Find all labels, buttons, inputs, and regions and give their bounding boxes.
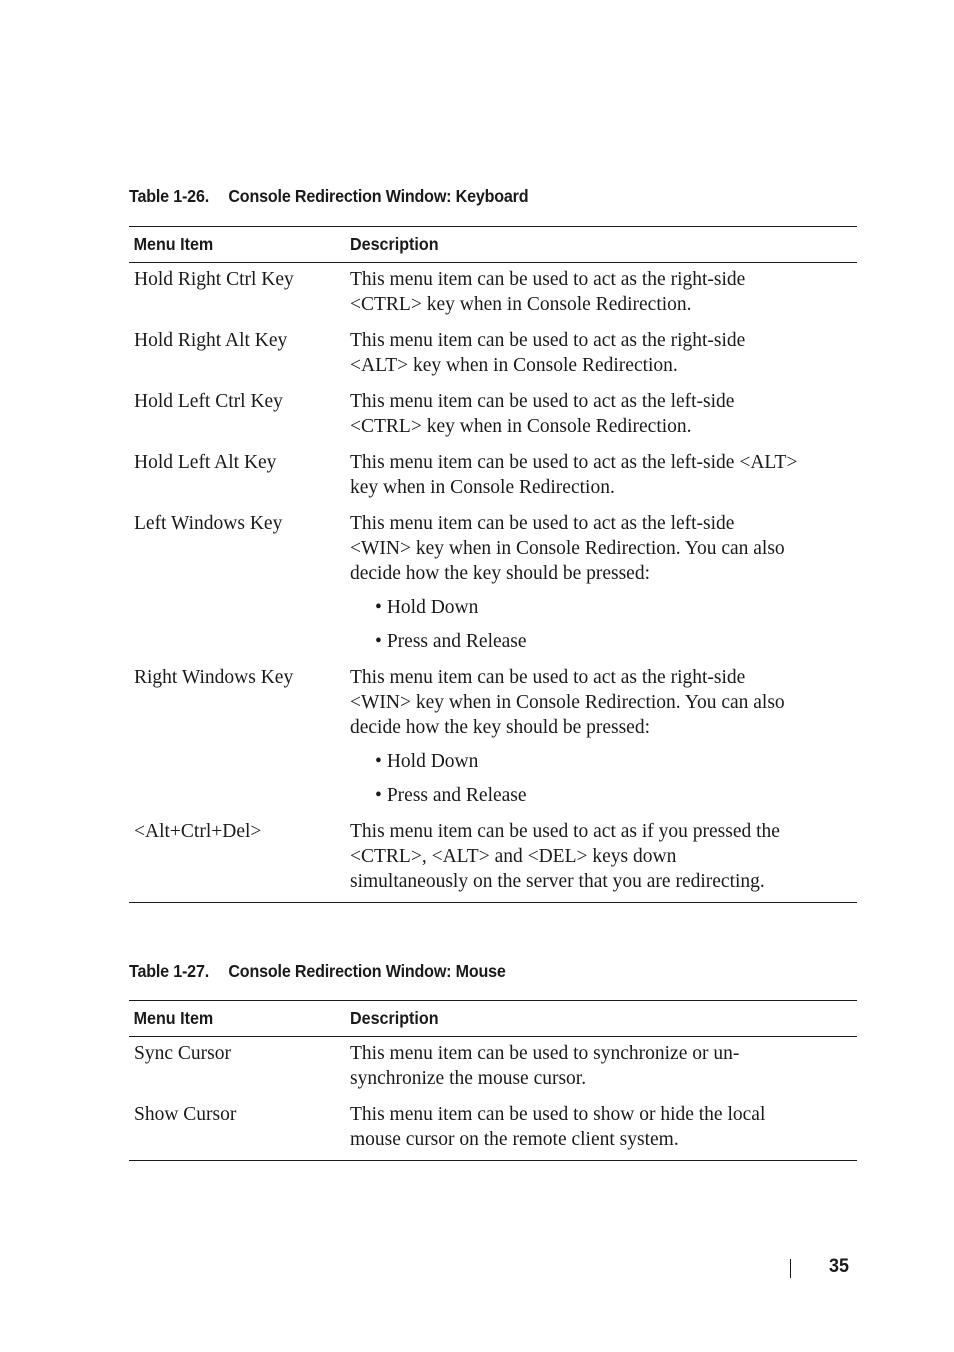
- table-header-row: [129, 227, 857, 263]
- description-cell: This menu item can be used to act as the left-side <CTRL> key when in Console Redirection.: [350, 391, 735, 437]
- bullet-option: • Press and Release: [375, 785, 527, 806]
- bullet-text: Press and Release: [386, 631, 527, 652]
- bullet-option: • Hold Down: [375, 597, 479, 618]
- table-title: Console Redirection Window: Mouse: [228, 961, 506, 981]
- bullet-option: • Hold Down: [375, 751, 479, 772]
- menu-item-cell: Hold Left Ctrl Key: [134, 391, 283, 412]
- table-row: [129, 654, 857, 808]
- description-cell: This menu item can be used to act as the right-side <WIN> key when in Console Redirection. You can also decide how the key should be pressed:: [350, 667, 785, 738]
- description-cell: This menu item can be used to synchronize or un- synchronize the mouse cursor.: [350, 1043, 740, 1089]
- menu-item-cell: Hold Left Alt Key: [134, 452, 277, 473]
- footer-divider: [790, 1259, 791, 1278]
- table-number: Table 1-26.: [129, 186, 210, 206]
- column-header-description: Description: [350, 1008, 439, 1028]
- table-row: [129, 317, 857, 378]
- menu-item-cell: Left Windows Key: [134, 513, 283, 534]
- bullet-text: Hold Down: [386, 597, 479, 618]
- table-title: Console Redirection Window: Keyboard: [228, 186, 529, 206]
- description-cell: This menu item can be used to show or hide the local mouse cursor on the remote client system.: [350, 1104, 766, 1150]
- column-header-description: Description: [350, 234, 439, 254]
- menu-item-cell: Right Windows Key: [134, 667, 294, 688]
- description-cell: This menu item can be used to act as the right-side <CTRL> key when in Console Redirection.: [350, 269, 746, 315]
- column-header-menu-item: Menu Item: [133, 1008, 214, 1028]
- table-row: [129, 500, 857, 654]
- description-cell: This menu item can be used to act as the left-side <ALT> key when in Console Redirection.: [350, 452, 798, 498]
- table-row: [129, 1091, 857, 1161]
- keyboard-table: [129, 226, 857, 903]
- menu-item-cell: Show Cursor: [134, 1104, 237, 1125]
- menu-item-cell: <Alt+Ctrl+Del>: [134, 821, 262, 842]
- table-row: [129, 808, 857, 903]
- table-row: [129, 439, 857, 500]
- bullet-text: Press and Release: [386, 785, 527, 806]
- table-caption-mouse: [129, 961, 506, 982]
- description-cell: This menu item can be used to act as the left-side <WIN> key when in Console Redirection. You can also decide how the key should be pressed:: [350, 513, 785, 584]
- table-header-row: [129, 1001, 857, 1037]
- description-cell: This menu item can be used to act as the right-side <ALT> key when in Console Redirection.: [350, 330, 746, 376]
- description-cell: This menu item can be used to act as if you pressed the <CTRL>, <ALT> and <DEL> keys down simultaneously on the server that you are redirecting.: [350, 821, 780, 892]
- table-number: Table 1-27.: [129, 961, 210, 981]
- menu-item-cell: Hold Right Ctrl Key: [134, 269, 294, 290]
- mouse-table: [129, 1000, 857, 1161]
- table-row: [129, 1037, 857, 1091]
- menu-item-cell: Sync Cursor: [134, 1043, 231, 1064]
- bullet-option: • Press and Release: [375, 631, 527, 652]
- table-row: [129, 263, 857, 317]
- bullet-text: Hold Down: [386, 751, 479, 772]
- table-row: [129, 378, 857, 439]
- menu-item-cell: Hold Right Alt Key: [134, 330, 288, 351]
- table-caption-keyboard: [129, 186, 528, 207]
- column-header-menu-item: Menu Item: [133, 234, 214, 254]
- page-number: 35: [829, 1255, 849, 1277]
